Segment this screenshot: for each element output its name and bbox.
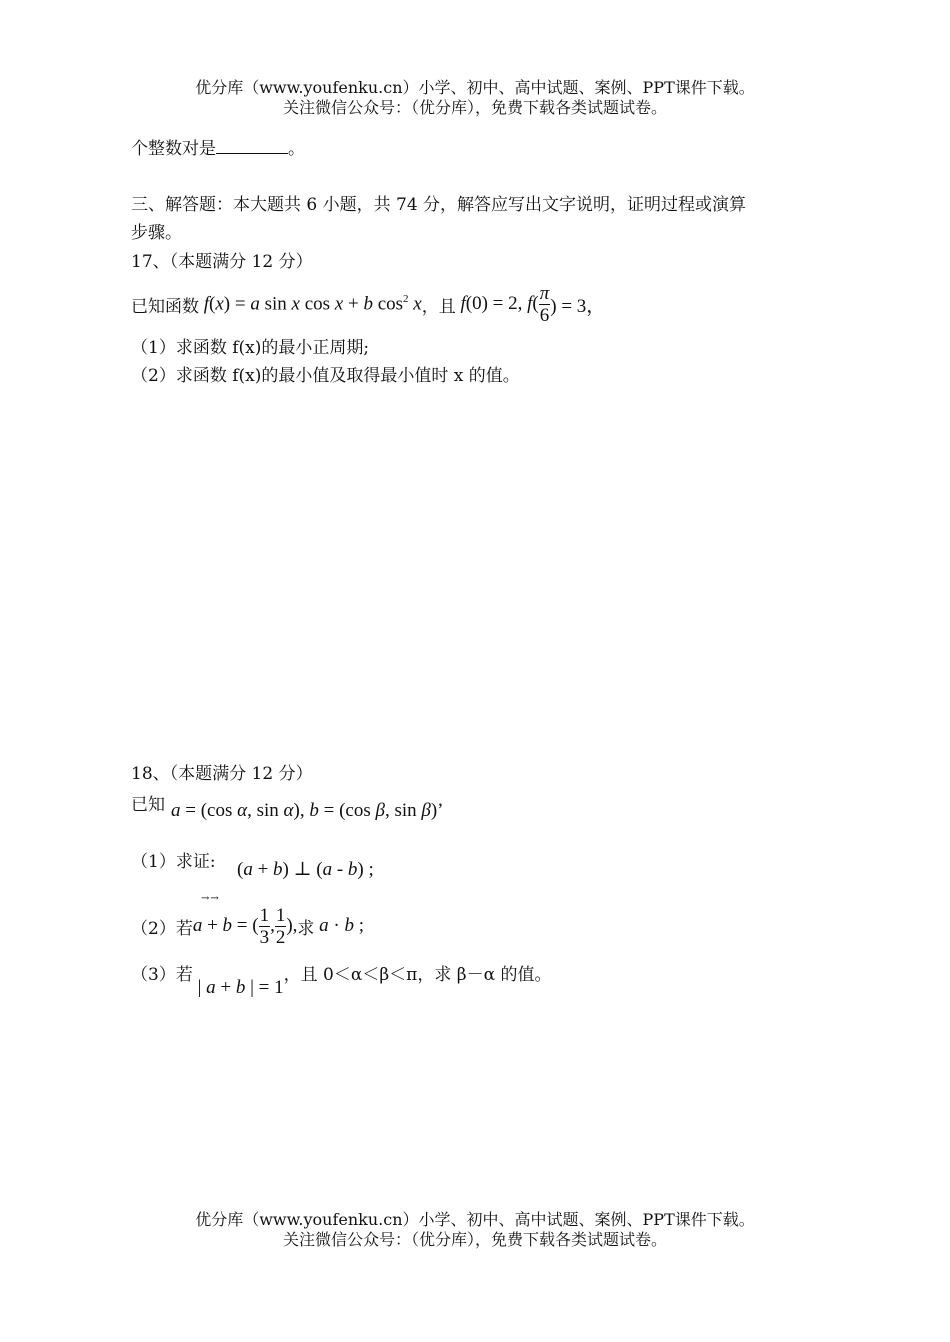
q18-part-3-text: ，且 0＜α＜β＜π，求 β－α 的值。 bbox=[283, 965, 552, 985]
one-half-fraction: $\frac{1}{2}$ bbox=[275, 904, 286, 948]
comma: , bbox=[270, 915, 275, 936]
pi-over-6-fraction: $\frac{\pi}{6}$ bbox=[539, 282, 550, 326]
section3-line-2: 步骤。 bbox=[131, 223, 182, 243]
q18-part-2-label: （2）若 bbox=[131, 918, 193, 939]
q18-part-1-formula: (a + b) ⊥ (a - b) ; bbox=[237, 859, 374, 880]
q18-part-3 bbox=[131, 960, 552, 998]
footer-line-1: 优分库（www.youfenku.cn）小学、初中、高中试题、案例、PPT课件下载。 bbox=[195, 1210, 755, 1229]
q18-part-2-mid: 求 bbox=[297, 918, 315, 939]
q18-sum-formula: a + b = ( bbox=[192, 915, 259, 936]
q17-title: 17、（本题满分 12 分） bbox=[131, 252, 313, 272]
q18-vectors-formula: a = (cos α, sin α), b = (cos β, sin β)’ bbox=[171, 800, 444, 821]
q18-part-3-label: （3）若 bbox=[131, 965, 193, 985]
q18-norm-formula: | a + b | = 1 bbox=[192, 977, 284, 998]
q16-tail-end: 。 bbox=[288, 139, 305, 159]
section3-line-1: 三、解答题：本大题共 6 小题，共 74 分，解答应写出文字说明，证明过程或演算 bbox=[131, 195, 747, 215]
q16-tail bbox=[131, 134, 305, 159]
q17-condition-end: ) = 3， bbox=[550, 295, 606, 317]
vector-arrows: →→ bbox=[201, 893, 220, 904]
q17-intro: 已知函数 bbox=[131, 296, 199, 317]
q17-condition-formula: f(0) = 2, f( bbox=[460, 293, 539, 314]
q18-part-1-label: （1）求证: bbox=[131, 852, 216, 872]
header-line-2: 关注微信公众号：（优分库），免费下载各类试题试卷。 bbox=[282, 98, 667, 117]
q17-function-formula: f(x) = a sin x cos x + b $\cos^2 x$ bbox=[203, 292, 422, 315]
q16-tail-text: 个整数对是 bbox=[131, 139, 216, 159]
answer-blank bbox=[216, 139, 288, 154]
header-line-1: 优分库（www.youfenku.cn）小学、初中、高中试题、案例、PPT课件下载。 bbox=[195, 78, 755, 97]
q17-cond: ，且 bbox=[421, 296, 456, 317]
q17-statement bbox=[131, 278, 605, 330]
q18-dot-formula: a · b ; bbox=[319, 915, 365, 936]
q18-part-2 bbox=[131, 900, 364, 952]
q17-part-1: （1）求函数 f(x)的最小正周期; bbox=[131, 338, 370, 358]
q18-intro-label: 已知 bbox=[131, 795, 165, 815]
q17-part-2: （2）求函数 f(x)的最小值及取得最小值时 x 的值。 bbox=[131, 366, 520, 386]
q18-sum-end: ), bbox=[286, 915, 298, 936]
footer-line-2: 关注微信公众号：（优分库），免费下载各类试题试卷。 bbox=[282, 1230, 667, 1249]
one-third-fraction: $\frac{1}{3}$ bbox=[259, 904, 270, 948]
q18-title: 18、（本题满分 12 分） bbox=[131, 764, 313, 784]
